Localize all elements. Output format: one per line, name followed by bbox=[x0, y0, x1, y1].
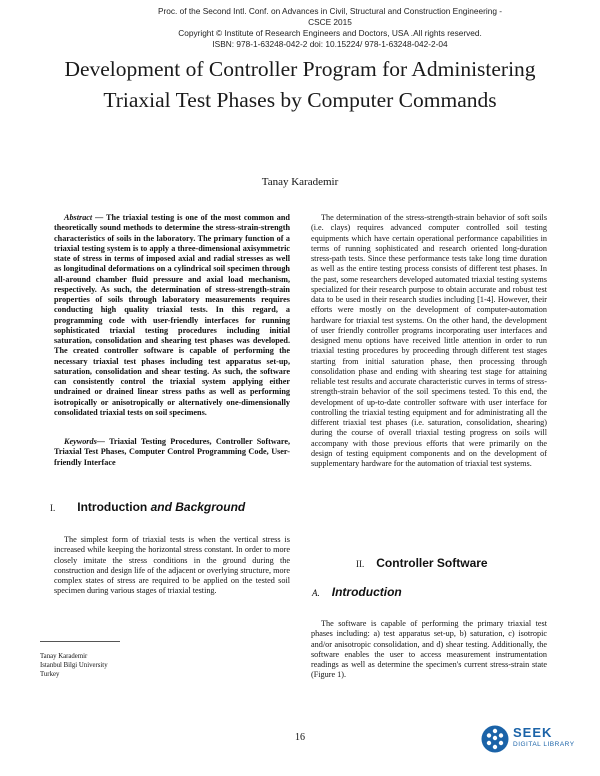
subsection-a-heading bbox=[312, 585, 402, 599]
footnote-rule bbox=[40, 641, 120, 642]
keywords-lead: Keywords— bbox=[64, 437, 105, 446]
abstract bbox=[54, 213, 290, 418]
section-1-title: Introduction bbox=[77, 500, 148, 514]
header-line-2: Copyright © Institute of Research Engineers and Doctors, USA .All rights reserved. bbox=[178, 28, 482, 38]
seek-logo bbox=[480, 722, 590, 758]
footnote-affiliation: Istanbul Bilgi University bbox=[40, 662, 108, 669]
paper-title: Development of Controller Program for Administering Triaxial Test Phases by Computer Commands bbox=[64, 57, 536, 112]
intro-continued-text: The determination of the stress-strength-strain behavior of soft soils (i.e. clays) requires advanced computer controlled soil testing equipments which have certain operational performance capabilities in terms of running sophisticated and research oriented long-duration stress-path tests. Since these performance tests take long time duration as well as the entire testing process consists of different test phases. In the past, some researchers developed automated triaxial testing systems specialized for their research purpose to obtain accurate and robust test data to be used in their research studies including [1-4]. However, their efforts were mostly on the development of computer-automation hardware for triaxial test systems. On the other hand, the development of user friendly controller programs incorporating user interfaces and designed menu options have received little attention in order to run triaxial testing procedures by proceeding through different test stages starting from initial saturation phase, then processing through consolidation phase and ending with shearing test stage for attaining reliable test results and accurate characteristic curves in terms of stress-strength-strain behavior of the soil specimens tested. To this end, the development of up-to-date controller software with user interface for controlling the triaxial testing equipment and for administrating all the different triaxial test phases (i.e. saturation, consolidation, shearing) during the course of overall triaxial testing progress on soils will accompany with those previous efforts that were primarily on the design of testing equipment components and on the development of supplementary hardware for the automation of triaxial test systems. bbox=[311, 213, 547, 468]
intro-continued-block bbox=[311, 213, 547, 469]
footnote-name: Tanay Karademir bbox=[40, 653, 88, 660]
section-1-heading bbox=[50, 500, 245, 514]
section-2-heading bbox=[356, 556, 488, 570]
conference-header bbox=[150, 6, 510, 50]
section-2-body-block bbox=[311, 619, 547, 681]
section-1-title-italic: and Background bbox=[147, 500, 246, 514]
section-2-body: The software is capable of performing the primary triaxial test phases including: a) test apparatus set-up, b) saturation, c) isotropic and/or anisotropic consolidation, and d) shear testing. Additionally, the software enables the user to access measurement instrumentation readings as well as determine the specimen's current stress-strain state (Figure 1). bbox=[311, 619, 547, 680]
footnote bbox=[40, 652, 108, 679]
section-1-body: The simplest form of triaxial tests is when the vertical stress is increased while keeping the horizontal stress constant. In order to more closely imitate the stress conditions in the ground during the construction and design life of the adjacent or overlying structure, more complex states of stress are required to be applied on the tested soil specimen during various stages of triaxial testing. bbox=[54, 535, 290, 596]
subsection-a-title: Introduction bbox=[331, 585, 402, 599]
section-2-title: Controller Software bbox=[376, 556, 488, 570]
abstract-lead: Abstract — bbox=[64, 213, 104, 222]
section-2-number: II. bbox=[356, 559, 365, 569]
section-1-body-block bbox=[54, 535, 290, 597]
abstract-text: The triaxial testing is one of the most common and theoretically sound methods to determine the stress-strain-strength characteristics of soils in the laboratory. The primary function of a triaxial testing system is to apply a three-dimensional axisymmetric state of stress in terms of imposed axial and radial stresses as well as longitudinal deformations on a cylindrical soil specimen through all-around chamber fluid pressure and axial load mechanism, respectively. As such, the determination of stress-strength-strain properties of soils through laboratory measurements requires conducting high quality triaxial tests. In this regard, a programming code with user-friendly interfaces for running sophisticated triaxial testing procedures including initial saturation, consolidation and shearing test phases was developed. The created controller software is capable of performing the necessary triaxial test phases including test apparatus set-up, saturation, consolidation and shear testing. As such, the software can consistently control the triaxial system applying either undrained or drained linear stress paths as well as performing isotropically or anisotropically or alternatively one-dimensionally consolidated triaxial tests on soil specimens. bbox=[54, 213, 290, 417]
seek-logo-icon bbox=[480, 724, 510, 754]
footnote-country: Turkey bbox=[40, 671, 60, 678]
paper-author: Tanay Karademir bbox=[261, 176, 339, 188]
section-1-number: I. bbox=[50, 503, 56, 513]
keywords-text: Triaxial Testing Procedures, Controller Software, Triaxial Test Phases, Computer Control Programming Code, User-friendly Interface bbox=[54, 437, 290, 467]
seek-logo-name: SEEK bbox=[513, 725, 553, 740]
page-number: 16 bbox=[295, 732, 305, 743]
header-line-3: ISBN: 978-1-63248-042-2 doi: 10.15224/ 978-1-63248-042-2-04 bbox=[212, 39, 448, 49]
keywords bbox=[54, 437, 290, 468]
subsection-a-number: A. bbox=[312, 588, 320, 598]
seek-logo-subtitle: DIGITAL LIBRARY bbox=[513, 741, 575, 748]
header-line-1: Proc. of the Second Intl. Conf. on Advances in Civil, Structural and Construction Engineering - CSCE 2015 bbox=[157, 6, 503, 27]
